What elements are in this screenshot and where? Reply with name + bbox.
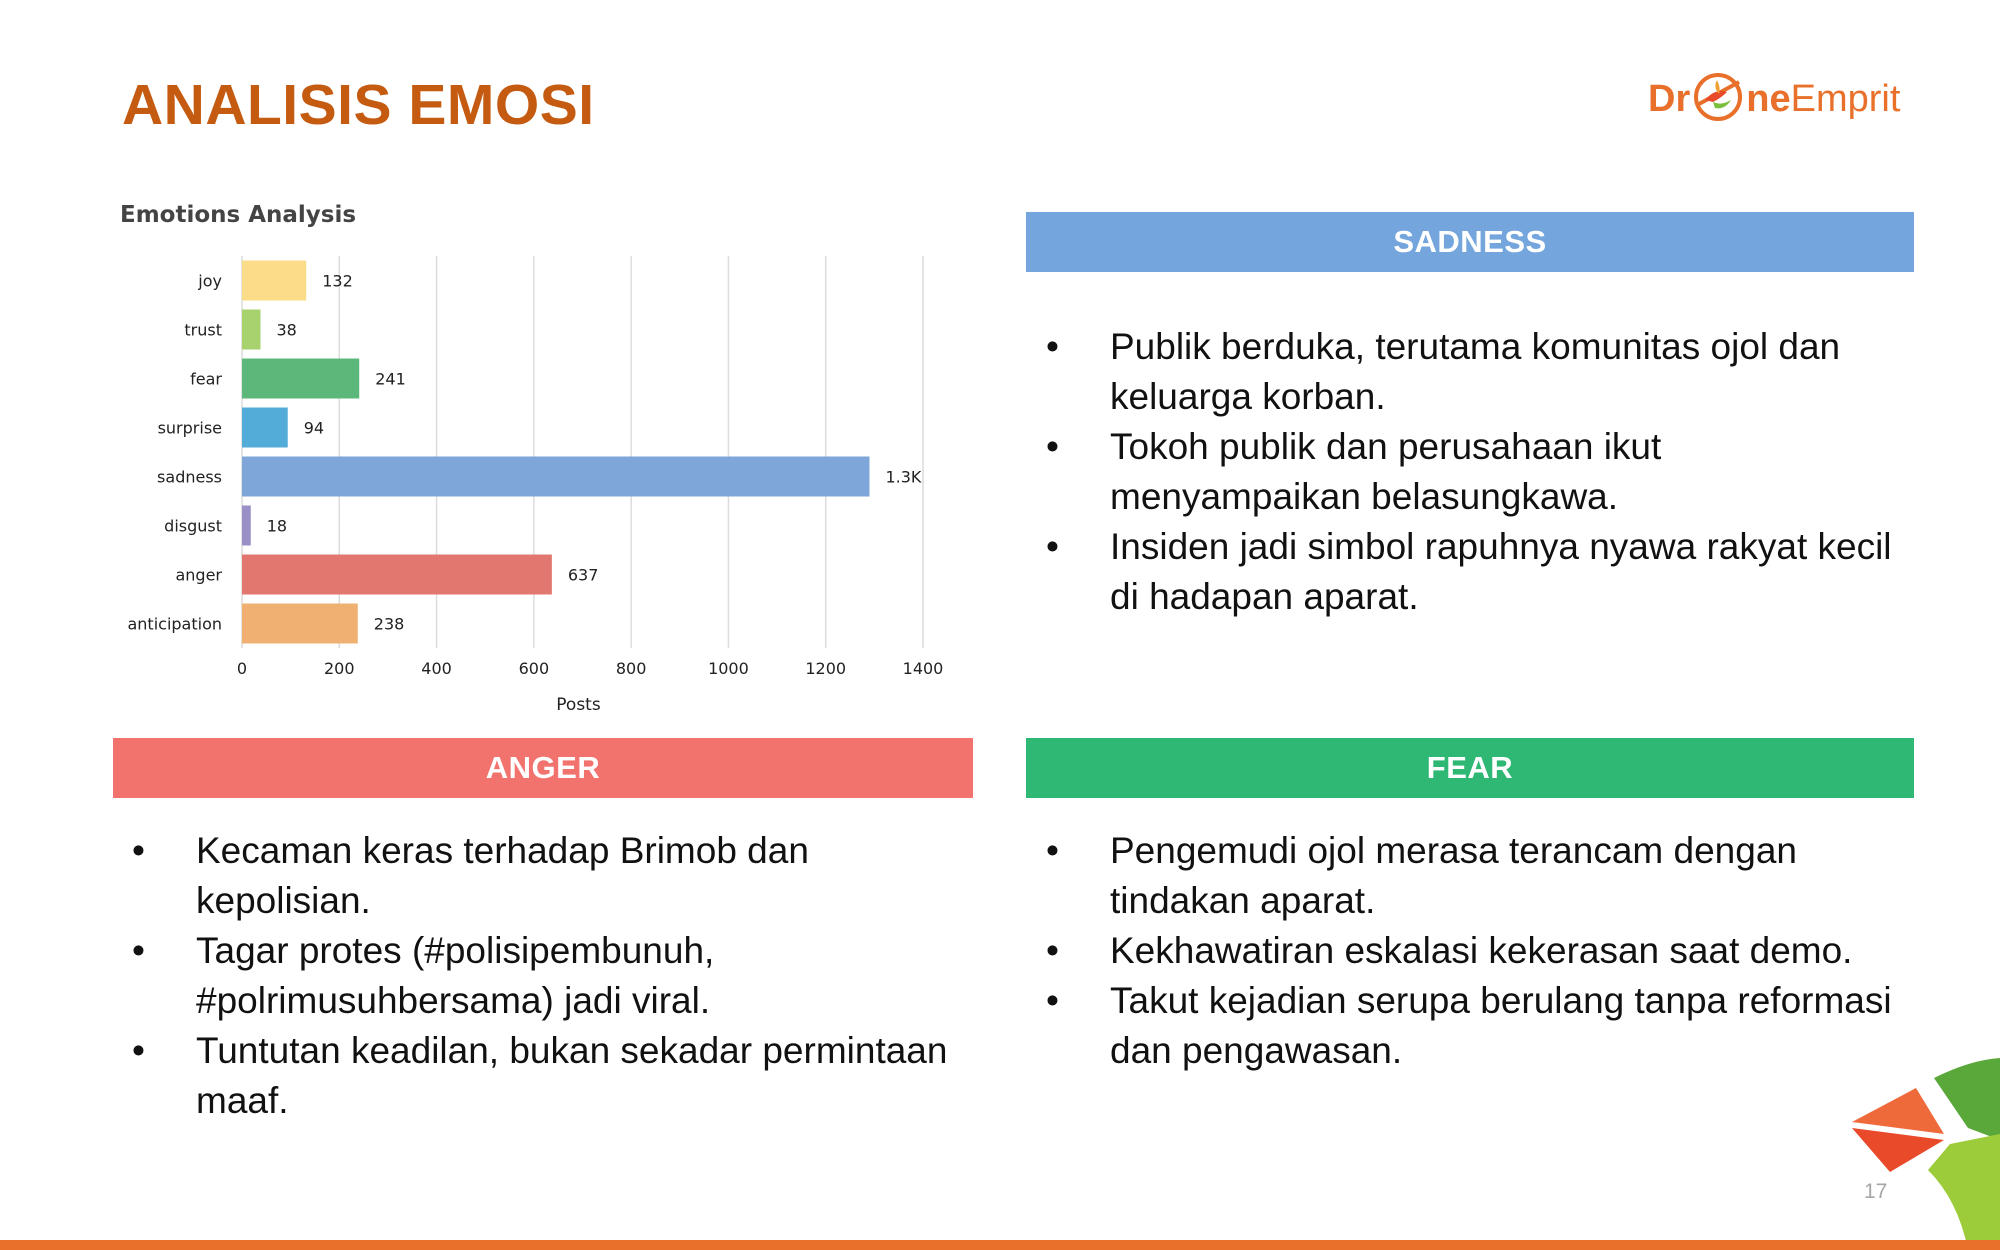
y-category-label: sadness	[157, 467, 222, 487]
bar-fear	[242, 359, 359, 399]
anger-bullet: • Tagar protes (#polisipembunuh, #polrimusuhbersama) jadi viral.	[112, 926, 992, 1026]
y-category-label: anticipation	[127, 614, 222, 634]
data-label-surprise: 94	[303, 418, 325, 438]
fear-header: FEAR	[1026, 738, 1914, 798]
footer-bar	[0, 1240, 2000, 1250]
data-label-joy: 132	[322, 271, 353, 291]
y-category-label: anger	[175, 565, 222, 585]
fear-bullet: • Pengemudi ojol merasa terancam dengan tindakan aparat.	[1026, 826, 1906, 926]
bar-joy	[242, 261, 306, 301]
logo-text-part2: ne	[1746, 78, 1791, 121]
bar-sadness	[242, 457, 869, 497]
bar-trust	[242, 310, 260, 350]
sadness-bullet: • Insiden jadi simbol rapuhnya nyawa rakyat kecil di hadapan aparat.	[1026, 522, 1906, 622]
data-label-trust: 38	[276, 320, 297, 340]
y-category-label: surprise	[157, 418, 222, 438]
x-tick-label: 200	[324, 659, 355, 678]
sadness-bullet-list	[1026, 322, 1906, 622]
anger-bullet-list	[112, 826, 992, 1126]
drone-emprit-logo	[1648, 70, 1918, 146]
x-tick-label: 800	[615, 659, 647, 678]
logo-text-part1: Dr	[1648, 78, 1691, 121]
sadness-header: SADNESS	[1026, 212, 1914, 272]
logo-text-part3: Emprit	[1790, 78, 1901, 121]
page-number: 17	[1864, 1180, 1888, 1203]
emotions-chart	[110, 190, 950, 730]
y-category-label: fear	[190, 369, 222, 389]
bar-surprise	[242, 408, 288, 448]
chart-title: Emotions Analysis	[120, 202, 357, 228]
x-tick-label: 0	[236, 659, 248, 678]
logo-bird-icon	[1691, 70, 1745, 124]
x-tick-label: 1000	[708, 659, 749, 678]
emotions-bar-chart	[110, 190, 950, 730]
data-label-anticipation: 238	[373, 614, 405, 634]
data-label-anger: 637	[567, 565, 599, 585]
y-category-label: trust	[184, 320, 222, 340]
anger-bullet: • Kecaman keras terhadap Brimob dan kepolisian.	[112, 826, 992, 926]
bar-anger	[242, 555, 552, 595]
x-tick-label: 600	[518, 659, 550, 678]
anger-bullet: • Tuntutan keadilan, bukan sekadar permintaan maaf.	[112, 1026, 992, 1126]
x-tick-label: 400	[421, 659, 452, 678]
data-label-sadness: 1.3K	[885, 467, 922, 487]
sadness-bullet: • Publik berduka, terutama komunitas ojol dan keluarga korban.	[1026, 322, 1906, 422]
bar-anticipation	[242, 604, 358, 644]
y-category-label: disgust	[164, 516, 222, 536]
fear-bullet: • Kekhawatiran eskalasi kekerasan saat demo.	[1026, 926, 1906, 976]
sadness-bullet: • Tokoh publik dan perusahaan ikut menyampaikan belasungkawa.	[1026, 422, 1906, 522]
data-label-fear: 241	[375, 369, 406, 389]
corner-decoration-icon	[1840, 1050, 2000, 1250]
y-category-label: joy	[198, 271, 222, 291]
data-label-disgust: 18	[266, 516, 288, 536]
fear-bullet-list	[1026, 826, 1906, 1076]
anger-header: ANGER	[113, 738, 973, 798]
x-tick-label: 1200	[805, 659, 847, 678]
fear-bullet: • Takut kejadian serupa berulang tanpa reformasi dan pengawasan.	[1026, 976, 1906, 1076]
x-axis-label: Posts	[556, 695, 601, 715]
slide-title: ANALISIS EMOSI	[122, 73, 595, 137]
x-tick-label: 1400	[902, 659, 944, 678]
bar-disgust	[242, 506, 251, 546]
